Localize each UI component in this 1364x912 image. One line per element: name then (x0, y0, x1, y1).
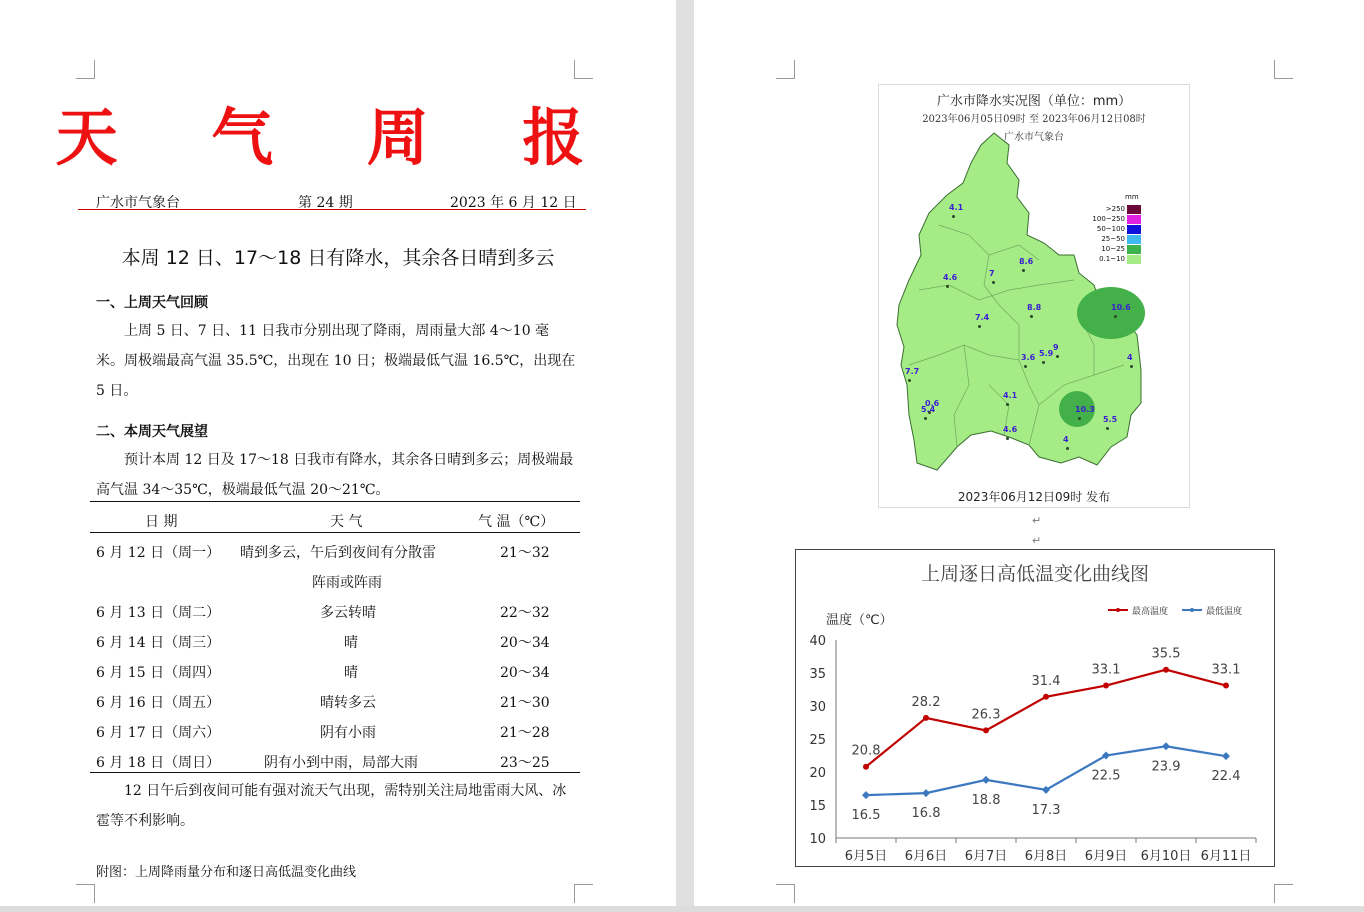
map-period: 2023年06月05日09时 至 2023年06月12日08时 (922, 114, 1146, 125)
y-tick-label: 40 (809, 634, 826, 649)
legend-swatch (1127, 215, 1141, 224)
legend-label: 25~50 (1101, 235, 1125, 243)
paragraph-mark: ↵ (1032, 514, 1042, 527)
page-corner-mark (76, 884, 95, 903)
data-point-high (1043, 694, 1049, 700)
station-marker (1022, 269, 1025, 272)
station-marker (952, 215, 955, 218)
station-value: 8.8 (1027, 303, 1042, 312)
legend-marker (1190, 608, 1194, 612)
station-value: 10.3 (1075, 405, 1095, 414)
station-marker (1114, 315, 1117, 318)
station-value: 9 (1053, 343, 1059, 352)
station-value: 5.4 (921, 405, 936, 414)
chart-title: 上周逐日高低温变化曲线图 (920, 563, 1150, 585)
y-tick-label: 25 (809, 733, 826, 748)
y-tick-label: 20 (809, 766, 826, 781)
station-marker (908, 379, 911, 382)
legend-label: 100~250 (1092, 215, 1125, 223)
station-marker (1106, 427, 1109, 430)
legend-label: >250 (1105, 205, 1125, 213)
data-label-high: 31.4 (1031, 673, 1061, 689)
legend-label: 最高温度 (1132, 607, 1169, 617)
station-marker (1030, 315, 1033, 318)
section-heading-outlook: 二、本周天气展望 (96, 424, 208, 440)
station-value: 8.6 (1019, 257, 1034, 266)
table-cell-temp: 22～32 (500, 605, 550, 621)
table-header-rule (90, 532, 580, 533)
map-agency: 广水市气象台 (1004, 132, 1064, 143)
station-marker (1024, 365, 1027, 368)
table-cell-temp: 20～34 (500, 665, 550, 681)
rainfall-map (878, 84, 1190, 508)
table-cell-date: 6 月 13 日（周二） (96, 605, 221, 621)
horizontal-scrollbar[interactable] (0, 906, 1364, 912)
station-value: 5.5 (1103, 415, 1118, 424)
data-point-low (922, 789, 930, 797)
data-point-high (1103, 683, 1109, 689)
station-value: 7.4 (975, 313, 990, 322)
data-point-high (923, 715, 929, 721)
table-cell-temp: 23～25 (500, 755, 550, 771)
data-label-high: 28.2 (911, 694, 941, 710)
station-value: 10.6 (1111, 303, 1131, 312)
data-point-low (1162, 742, 1170, 750)
attachment-caption: 附图：上周降雨量分布和逐日高低温变化曲线 (96, 865, 357, 880)
table-header-date: 日 期 (145, 514, 178, 530)
data-point-high (1163, 667, 1169, 673)
page-corner-mark (776, 60, 795, 79)
legend-item (1087, 245, 1147, 255)
x-tick-label: 6月5日 (844, 849, 888, 864)
legend-swatch (1127, 245, 1141, 254)
data-label-low: 22.5 (1091, 768, 1121, 784)
data-label-high: 26.3 (971, 707, 1001, 723)
issue-number: 第 24 期 (298, 195, 353, 211)
legend-marker (1116, 608, 1120, 612)
table-header-weather: 天 气 (330, 514, 363, 530)
table-cell-temp: 20～34 (500, 635, 550, 651)
data-label-low: 23.9 (1151, 759, 1181, 775)
legend-swatch (1127, 205, 1141, 214)
x-tick-label: 6月6日 (904, 849, 948, 864)
station-marker (1006, 403, 1009, 406)
station-marker (946, 285, 949, 288)
table-cell-weather: 晴转多云 (320, 695, 376, 711)
legend-swatch (1127, 255, 1141, 264)
map-graphic (879, 85, 1189, 507)
data-label-high: 35.5 (1151, 646, 1181, 662)
report-title: 天 气 周 报 (55, 101, 621, 174)
legend-unit: mm (1125, 193, 1139, 201)
table-cell-weather: 多云转晴 (320, 605, 376, 621)
station-value: 4 (1063, 435, 1069, 444)
station-value: 4.6 (1003, 425, 1018, 434)
table-cell-temp: 21～32 (500, 545, 550, 561)
paragraph-mark: ↵ (1032, 534, 1042, 547)
station-value: 7 (989, 269, 995, 278)
data-label-high: 20.8 (851, 743, 881, 759)
header-divider (78, 209, 586, 210)
map-title: 广水市降水实况图（单位：mm） (936, 94, 1132, 109)
table-header-temp: 气 温（℃） (478, 514, 555, 530)
page-gutter (676, 0, 694, 912)
x-tick-label: 6月7日 (964, 849, 1008, 864)
table-cell-weather: 阴有小到中雨，局部大雨 (264, 755, 418, 771)
station-marker (992, 281, 995, 284)
heavy-rain-area-north (1077, 287, 1145, 339)
station-value: 4.1 (1003, 391, 1018, 400)
section-heading-review: 一、上周天气回顾 (96, 295, 208, 311)
station-value: 4.1 (949, 203, 964, 212)
station-marker (1006, 437, 1009, 440)
table-cell-temp: 21～28 (500, 725, 550, 741)
x-tick-label: 6月10日 (1140, 849, 1192, 864)
station-value: 7.7 (905, 367, 920, 376)
y-tick-label: 15 (809, 799, 826, 814)
temperature-chart (795, 549, 1275, 867)
station-marker (1042, 361, 1045, 364)
station-marker (1056, 355, 1059, 358)
x-tick-label: 6月8日 (1024, 849, 1068, 864)
document-page-1 (0, 0, 676, 912)
data-label-high: 33.1 (1211, 662, 1241, 678)
station-value: 4 (1127, 353, 1133, 362)
data-label-low: 16.8 (911, 806, 941, 822)
station-marker (978, 325, 981, 328)
page-corner-mark (776, 884, 795, 903)
data-label-low: 17.3 (1031, 802, 1061, 818)
legend-item (1087, 255, 1147, 265)
page-corner-mark (76, 60, 95, 79)
section-text-review: 上周 5 日、7 日、11 日我市分别出现了降雨，周雨量大部 4～10 毫米。周极端最高气温 35.5℃，出现在 10 日；极端最低气温 16.5℃，出现在 5 日。 (96, 323, 576, 399)
legend-item (1087, 225, 1147, 235)
table-cell-date: 6 月 14 日（周三） (96, 635, 221, 651)
data-point-high (863, 764, 869, 770)
legend-item (1087, 215, 1147, 225)
table-cell-date: 6 月 18 日（周日） (96, 755, 221, 771)
page-corner-mark (574, 60, 593, 79)
table-cell-weather: 晴 (344, 635, 358, 651)
severe-weather-note: 12 日午后到夜间可能有强对流天气出现，需特别关注局地雷雨大风、冰雹等不利影响。 (96, 783, 567, 829)
data-point-high (1223, 683, 1229, 689)
data-label-low: 16.5 (851, 808, 881, 824)
y-tick-label: 35 (809, 667, 826, 682)
station-marker (1130, 365, 1133, 368)
station-value: 5.9 (1039, 349, 1054, 358)
y-tick-label: 10 (809, 832, 826, 847)
data-point-low (1222, 752, 1230, 760)
data-label-low: 22.4 (1211, 769, 1241, 785)
data-point-low (982, 776, 990, 784)
report-date: 2023 年 6 月 12 日 (450, 195, 577, 211)
table-cell-weather: 晴到多云，午后到夜间有分散雷 (240, 545, 436, 561)
data-label-high: 33.1 (1091, 662, 1121, 678)
legend-swatch (1127, 235, 1141, 244)
legend-label: 50~100 (1096, 225, 1125, 233)
table-top-rule (90, 501, 580, 502)
station-value: 4.6 (943, 273, 958, 282)
report-headline: 本周 12 日、17～18 日有降水，其余各日晴到多云 (121, 247, 555, 269)
table-cell-date: 6 月 15 日（周四） (96, 665, 221, 681)
legend-label: 10~25 (1101, 245, 1125, 253)
station-marker (1066, 447, 1069, 450)
table-cell-weather: 阴有小雨 (320, 725, 376, 741)
table-bottom-rule (90, 772, 580, 773)
station-marker (1078, 417, 1081, 420)
page-corner-mark (1274, 60, 1293, 79)
data-point-high (983, 727, 989, 733)
map-issued: 2023年06月12日09时 发布 (957, 490, 1111, 504)
table-cell-date: 6 月 12 日（周一） (96, 545, 221, 561)
page-corner-mark (1274, 884, 1293, 903)
page-corner-mark (574, 884, 593, 903)
station-value: 0.6 (925, 399, 940, 408)
publisher-label: 广水市气象台 (96, 195, 180, 211)
data-point-low (862, 791, 870, 799)
station-value: 3.6 (1021, 353, 1036, 362)
legend-label: 0.1~10 (1099, 255, 1125, 263)
station-marker (924, 417, 927, 420)
x-tick-label: 6月9日 (1084, 849, 1128, 864)
data-label-low: 18.8 (971, 792, 1001, 808)
y-axis-label: 温度（℃） (826, 613, 893, 628)
table-cell-temp: 21～30 (500, 695, 550, 711)
section-text-outlook: 预计本周 12 日及 17～18 日我市有降水，其余各日晴到多云；周极端最高气温 34～35℃，极端最低气温 20～21℃。 (96, 452, 574, 498)
table-cell-weather-cont: 阵雨或阵雨 (312, 575, 382, 591)
legend-label: 最低温度 (1206, 607, 1243, 617)
legend-swatch (1127, 225, 1141, 234)
x-tick-label: 6月11日 (1200, 849, 1252, 864)
table-cell-date: 6 月 17 日（周六） (96, 725, 221, 741)
y-tick-label: 30 (809, 700, 826, 715)
temperature-chart-svg (796, 550, 1274, 866)
legend-item (1087, 205, 1147, 215)
table-cell-weather: 晴 (344, 665, 358, 681)
legend-item (1087, 235, 1147, 245)
table-cell-date: 6 月 16 日（周五） (96, 695, 221, 711)
